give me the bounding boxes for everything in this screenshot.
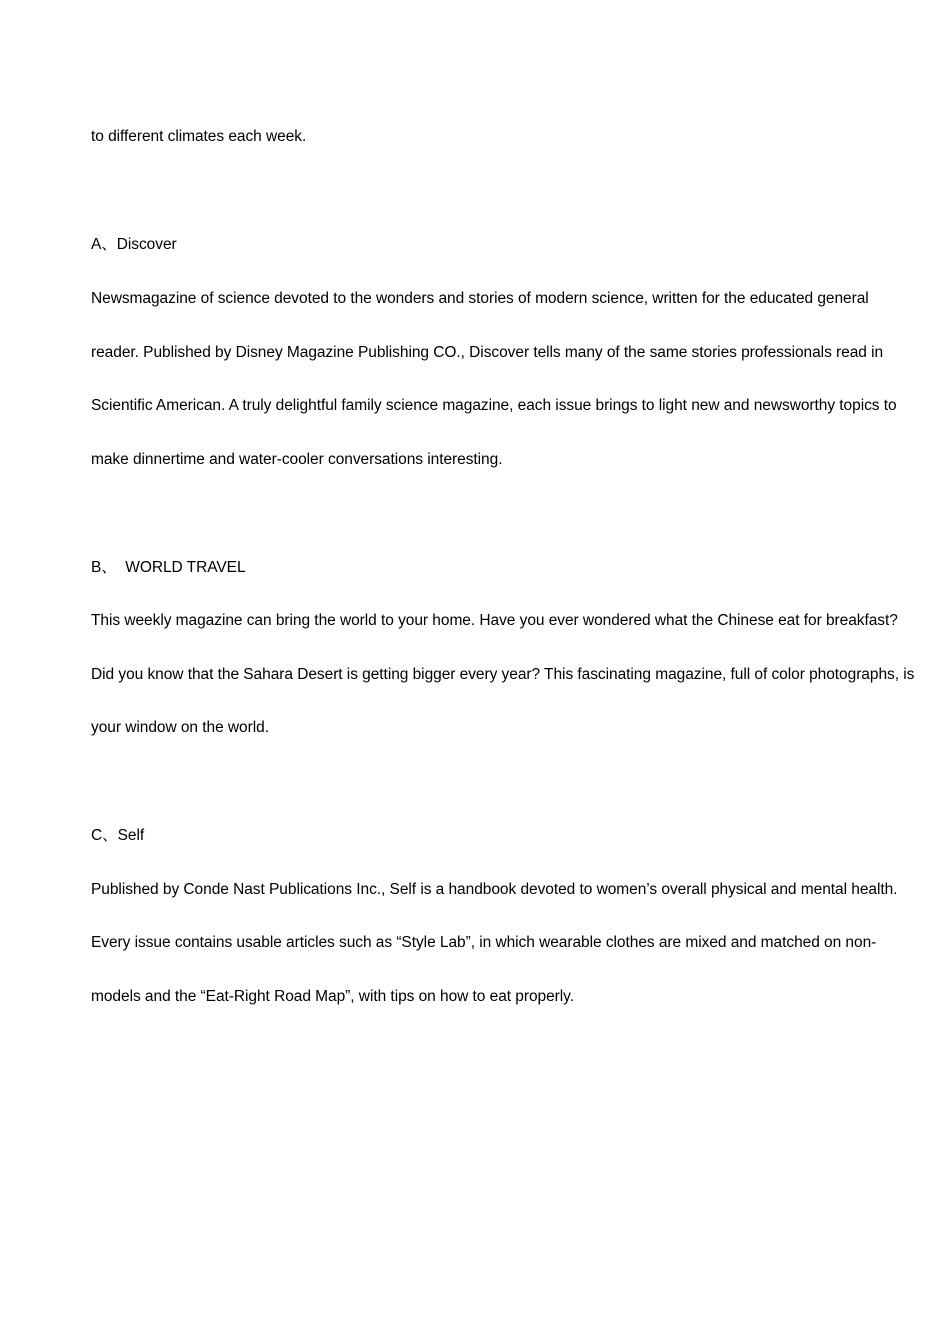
section-a-line-1: Newsmagazine of science devoted to the wonders and stories of modern science, written for the educated general xyxy=(91,290,869,307)
section-c-heading: C、Self xyxy=(91,827,145,844)
section-a-heading: A、Discover xyxy=(91,236,177,253)
section-a-line-4: make dinnertime and water-cooler conversations interesting. xyxy=(91,451,503,468)
lead-in-text: to different climates each week. xyxy=(91,128,307,145)
section-a-line-2: reader. Published by Disney Magazine Publishing CO., Discover tells many of the same stories professionals read in xyxy=(91,344,884,361)
section-a-line-3: Scientific American. A truly delightful family science magazine, each issue brings to light new and newsworthy topics to xyxy=(91,397,897,414)
section-b-line-2: Did you know that the Sahara Desert is getting bigger every year? This fascinating magazine, full of color photographs, is xyxy=(91,666,915,683)
section-b-heading: B、 WORLD TRAVEL xyxy=(91,559,246,576)
section-b-line-1: This weekly magazine can bring the world to your home. Have you ever wondered what the Chinese eat for breakfast? xyxy=(91,612,898,629)
section-c-line-3: models and the “Eat-Right Road Map”, with tips on how to eat properly. xyxy=(91,988,574,1005)
section-b-line-3: your window on the world. xyxy=(91,719,269,736)
section-c-line-1: Published by Conde Nast Publications Inc., Self is a handbook devoted to women’s overall physical and mental health. xyxy=(91,881,898,898)
section-c-line-2: Every issue contains usable articles such as “Style Lab”, in which wearable clothes are mixed and matched on non- xyxy=(91,934,877,951)
